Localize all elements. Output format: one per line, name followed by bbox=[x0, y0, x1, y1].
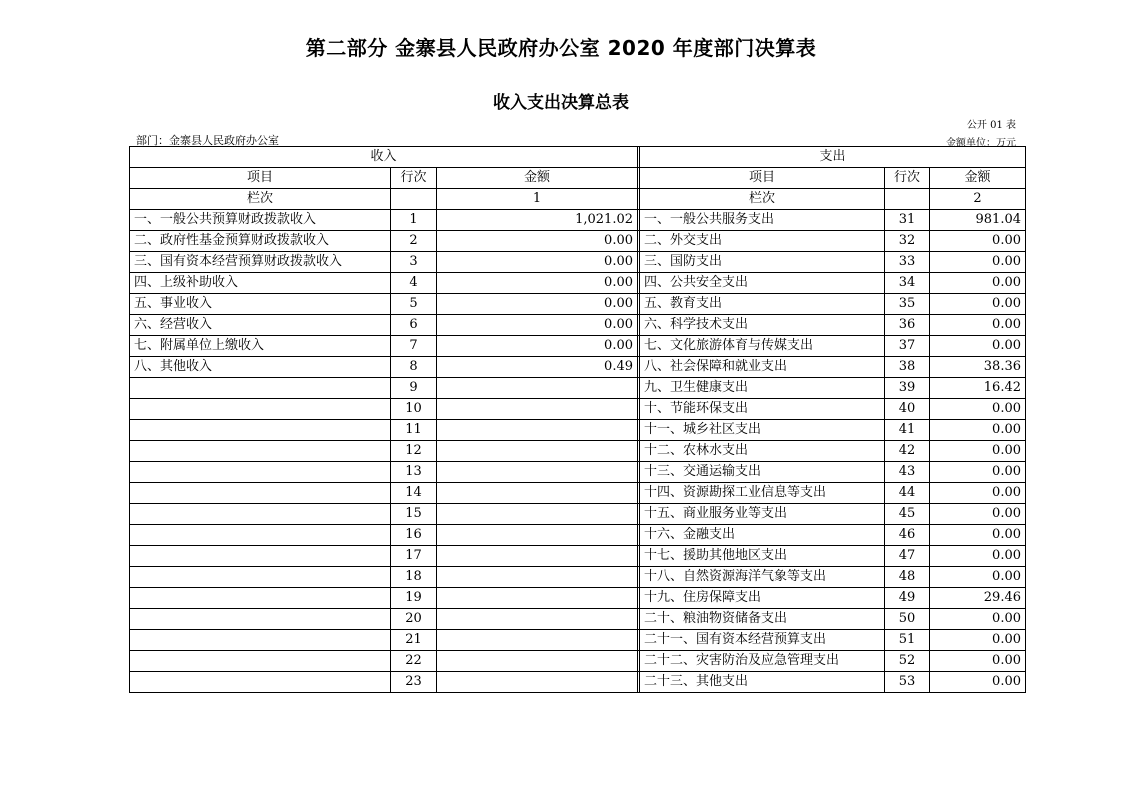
expense-line-cell: 48 bbox=[885, 567, 930, 588]
income-amount-cell: 0.00 bbox=[437, 294, 638, 315]
expense-line-cell: 32 bbox=[885, 231, 930, 252]
table-row bbox=[130, 357, 1026, 378]
table-row bbox=[130, 294, 1026, 315]
expense-item-cell: 十八、自然资源海洋气象等支出 bbox=[640, 567, 885, 588]
income-line-cell: 2 bbox=[391, 231, 437, 252]
income-item-cell bbox=[130, 609, 391, 630]
income-item-cell: 六、经营收入 bbox=[130, 315, 391, 336]
income-line-cell: 1 bbox=[391, 210, 437, 231]
expense-item-cell: 六、科学技术支出 bbox=[640, 315, 885, 336]
table-column-header-row bbox=[130, 168, 1026, 189]
expense-amount-cell: 0.00 bbox=[930, 315, 1026, 336]
income-line-cell: 11 bbox=[391, 420, 437, 441]
expense-line-cell: 38 bbox=[885, 357, 930, 378]
income-item-cell: 二、政府性基金预算财政拨款收入 bbox=[130, 231, 391, 252]
income-line-cell: 9 bbox=[391, 378, 437, 399]
expense-line-cell: 40 bbox=[885, 399, 930, 420]
income-item-cell bbox=[130, 483, 391, 504]
expense-amount-cell: 0.00 bbox=[930, 420, 1026, 441]
income-amount-cell bbox=[437, 567, 638, 588]
expense-amount-cell: 0.00 bbox=[930, 609, 1026, 630]
income-amount-cell bbox=[437, 651, 638, 672]
expense-line-cell: 52 bbox=[885, 651, 930, 672]
expense-line-cell: 47 bbox=[885, 546, 930, 567]
table-row bbox=[130, 441, 1026, 462]
income-amount-cell bbox=[437, 441, 638, 462]
expense-item-cell: 二十三、其他支出 bbox=[640, 672, 885, 693]
income-item-cell: 八、其他收入 bbox=[130, 357, 391, 378]
expense-item-cell: 二十二、灾害防治及应急管理支出 bbox=[640, 651, 885, 672]
income-amount-cell bbox=[437, 420, 638, 441]
expense-amount-cell: 0.00 bbox=[930, 336, 1026, 357]
expense-amount-cell: 0.00 bbox=[930, 651, 1026, 672]
income-amount-cell: 0.00 bbox=[437, 273, 638, 294]
expense-item-cell: 四、公共安全支出 bbox=[640, 273, 885, 294]
table-row bbox=[130, 252, 1026, 273]
table-row bbox=[130, 462, 1026, 483]
income-line-cell: 17 bbox=[391, 546, 437, 567]
income-amount-cell bbox=[437, 630, 638, 651]
expense-line-cell: 45 bbox=[885, 504, 930, 525]
expense-line-cell: 41 bbox=[885, 420, 930, 441]
expense-item-cell: 三、国防支出 bbox=[640, 252, 885, 273]
expense-item-cell: 一、一般公共服务支出 bbox=[640, 210, 885, 231]
table-row bbox=[130, 231, 1026, 252]
income-amount-cell bbox=[437, 504, 638, 525]
income-amount-cell bbox=[437, 399, 638, 420]
income-line-cell: 8 bbox=[391, 357, 437, 378]
expense-line-cell: 50 bbox=[885, 609, 930, 630]
income-amount-cell: 1,021.02 bbox=[437, 210, 638, 231]
page-title: 第二部分 金寨县人民政府办公室 2020 年度部门决算表 bbox=[305, 36, 817, 60]
expense-line-cell: 44 bbox=[885, 483, 930, 504]
income-amount-cell: 0.49 bbox=[437, 357, 638, 378]
income-item-header: 项目 bbox=[130, 168, 391, 189]
income-item-cell bbox=[130, 651, 391, 672]
income-item-cell: 四、上级补助收入 bbox=[130, 273, 391, 294]
income-amount-cell bbox=[437, 525, 638, 546]
income-line-cell: 22 bbox=[391, 651, 437, 672]
expense-amount-cell: 16.42 bbox=[930, 378, 1026, 399]
expense-item-cell: 十五、商业服务业等支出 bbox=[640, 504, 885, 525]
income-item-cell bbox=[130, 441, 391, 462]
expense-item-cell: 十四、资源勘探工业信息等支出 bbox=[640, 483, 885, 504]
table-code: 公开 01 表 bbox=[966, 120, 1016, 131]
expense-amount-cell: 0.00 bbox=[930, 252, 1026, 273]
income-item-cell bbox=[130, 567, 391, 588]
expense-item-cell: 十七、援助其他地区支出 bbox=[640, 546, 885, 567]
income-line-cell: 19 bbox=[391, 588, 437, 609]
income-item-cell bbox=[130, 399, 391, 420]
table-row bbox=[130, 420, 1026, 441]
income-amount-cell: 0.00 bbox=[437, 231, 638, 252]
expense-amount-cell: 981.04 bbox=[930, 210, 1026, 231]
income-col-number: 1 bbox=[437, 189, 638, 210]
table-column-seq-row bbox=[130, 189, 1026, 210]
expense-item-cell: 二、外交支出 bbox=[640, 231, 885, 252]
table-body bbox=[130, 210, 1026, 693]
expense-amount-cell: 0.00 bbox=[930, 504, 1026, 525]
income-line-cell: 18 bbox=[391, 567, 437, 588]
expense-group-header: 支出 bbox=[640, 147, 1026, 168]
expense-amount-cell: 0.00 bbox=[930, 273, 1026, 294]
table-row bbox=[130, 588, 1026, 609]
table-row bbox=[130, 399, 1026, 420]
income-amount-cell: 0.00 bbox=[437, 252, 638, 273]
amount-unit-label: 金额单位：万元 bbox=[946, 138, 1016, 149]
expense-line-cell: 33 bbox=[885, 252, 930, 273]
expense-line-cell: 31 bbox=[885, 210, 930, 231]
income-item-cell bbox=[130, 378, 391, 399]
expense-item-cell: 二十一、国有资本经营预算支出 bbox=[640, 630, 885, 651]
expense-amount-cell: 0.00 bbox=[930, 567, 1026, 588]
table-row bbox=[130, 315, 1026, 336]
income-line-cell: 5 bbox=[391, 294, 437, 315]
expense-line-cell: 42 bbox=[885, 441, 930, 462]
table-row bbox=[130, 483, 1026, 504]
expense-amount-cell: 0.00 bbox=[930, 441, 1026, 462]
table-row bbox=[130, 273, 1026, 294]
expense-line-cell: 34 bbox=[885, 273, 930, 294]
expense-amount-cell: 0.00 bbox=[930, 483, 1026, 504]
expense-item-cell: 十一、城乡社区支出 bbox=[640, 420, 885, 441]
expense-line-cell: 39 bbox=[885, 378, 930, 399]
income-amount-cell bbox=[437, 588, 638, 609]
expense-item-cell: 八、社会保障和就业支出 bbox=[640, 357, 885, 378]
income-item-cell: 三、国有资本经营预算财政拨款收入 bbox=[130, 252, 391, 273]
income-expense-table bbox=[129, 146, 1026, 693]
table-row bbox=[130, 378, 1026, 399]
income-group-header: 收入 bbox=[130, 147, 638, 168]
expense-amount-cell: 0.00 bbox=[930, 672, 1026, 693]
expense-amount-cell: 0.00 bbox=[930, 525, 1026, 546]
income-line-cell: 23 bbox=[391, 672, 437, 693]
expense-item-cell: 五、教育支出 bbox=[640, 294, 885, 315]
expense-amount-cell: 38.36 bbox=[930, 357, 1026, 378]
expense-line-cell: 49 bbox=[885, 588, 930, 609]
income-amount-cell bbox=[437, 483, 638, 504]
income-item-cell bbox=[130, 525, 391, 546]
table-row bbox=[130, 672, 1026, 693]
expense-item-cell: 九、卫生健康支出 bbox=[640, 378, 885, 399]
income-amount-cell bbox=[437, 378, 638, 399]
table-row bbox=[130, 567, 1026, 588]
table-row bbox=[130, 525, 1026, 546]
income-seq-label: 栏次 bbox=[130, 189, 391, 210]
expense-line-cell: 36 bbox=[885, 315, 930, 336]
income-line-cell: 3 bbox=[391, 252, 437, 273]
income-line-cell: 21 bbox=[391, 630, 437, 651]
expense-line-cell: 51 bbox=[885, 630, 930, 651]
expense-item-cell: 二十、粮油物资储备支出 bbox=[640, 609, 885, 630]
table-row bbox=[130, 609, 1026, 630]
income-amount-cell bbox=[437, 462, 638, 483]
income-item-cell bbox=[130, 630, 391, 651]
income-line-cell: 20 bbox=[391, 609, 437, 630]
income-line-cell: 13 bbox=[391, 462, 437, 483]
expense-col-number: 2 bbox=[930, 189, 1026, 210]
income-amount-cell bbox=[437, 546, 638, 567]
income-item-cell bbox=[130, 546, 391, 567]
table-row bbox=[130, 630, 1026, 651]
income-line-cell: 16 bbox=[391, 525, 437, 546]
income-amount-cell: 0.00 bbox=[437, 315, 638, 336]
expense-line-cell: 35 bbox=[885, 294, 930, 315]
expense-item-cell: 十九、住房保障支出 bbox=[640, 588, 885, 609]
income-item-cell bbox=[130, 420, 391, 441]
expense-item-cell: 十三、交通运输支出 bbox=[640, 462, 885, 483]
expense-amount-cell: 29.46 bbox=[930, 588, 1026, 609]
income-amount-cell bbox=[437, 609, 638, 630]
income-line-header: 行次 bbox=[391, 168, 437, 189]
table-row bbox=[130, 504, 1026, 525]
expense-amount-cell: 0.00 bbox=[930, 546, 1026, 567]
expense-amount-cell: 0.00 bbox=[930, 630, 1026, 651]
income-amount-cell: 0.00 bbox=[437, 336, 638, 357]
income-item-cell bbox=[130, 588, 391, 609]
income-item-cell bbox=[130, 672, 391, 693]
income-line-cell: 12 bbox=[391, 441, 437, 462]
expense-item-cell: 十二、农林水支出 bbox=[640, 441, 885, 462]
table-group-header-row bbox=[130, 147, 1026, 168]
income-line-cell: 7 bbox=[391, 336, 437, 357]
expense-amount-header: 金额 bbox=[930, 168, 1026, 189]
expense-item-cell: 十六、金融支出 bbox=[640, 525, 885, 546]
table-subtitle: 收入支出决算总表 bbox=[493, 93, 629, 113]
expense-line-cell: 53 bbox=[885, 672, 930, 693]
table-row bbox=[130, 546, 1026, 567]
income-line-cell: 15 bbox=[391, 504, 437, 525]
income-line-cell: 10 bbox=[391, 399, 437, 420]
income-item-cell bbox=[130, 462, 391, 483]
income-amount-cell bbox=[437, 672, 638, 693]
table-row bbox=[130, 210, 1026, 231]
table-row bbox=[130, 651, 1026, 672]
department-label: 部门：金寨县人民政府办公室 bbox=[136, 134, 279, 147]
expense-line-cell: 46 bbox=[885, 525, 930, 546]
expense-item-cell: 十、节能环保支出 bbox=[640, 399, 885, 420]
expense-item-cell: 七、文化旅游体育与传媒支出 bbox=[640, 336, 885, 357]
expense-amount-cell: 0.00 bbox=[930, 294, 1026, 315]
table-row bbox=[130, 336, 1026, 357]
expense-seq-label: 栏次 bbox=[640, 189, 885, 210]
income-item-cell: 五、事业收入 bbox=[130, 294, 391, 315]
income-line-cell: 14 bbox=[391, 483, 437, 504]
income-amount-header: 金额 bbox=[437, 168, 638, 189]
income-line-cell: 6 bbox=[391, 315, 437, 336]
income-item-cell: 七、附属单位上缴收入 bbox=[130, 336, 391, 357]
expense-line-cell: 37 bbox=[885, 336, 930, 357]
expense-line-cell: 43 bbox=[885, 462, 930, 483]
expense-amount-cell: 0.00 bbox=[930, 462, 1026, 483]
income-item-cell: 一、一般公共预算财政拨款收入 bbox=[130, 210, 391, 231]
income-line-cell: 4 bbox=[391, 273, 437, 294]
expense-line-header: 行次 bbox=[885, 168, 930, 189]
expense-amount-cell: 0.00 bbox=[930, 399, 1026, 420]
expense-item-header: 项目 bbox=[640, 168, 885, 189]
income-item-cell bbox=[130, 504, 391, 525]
expense-amount-cell: 0.00 bbox=[930, 231, 1026, 252]
